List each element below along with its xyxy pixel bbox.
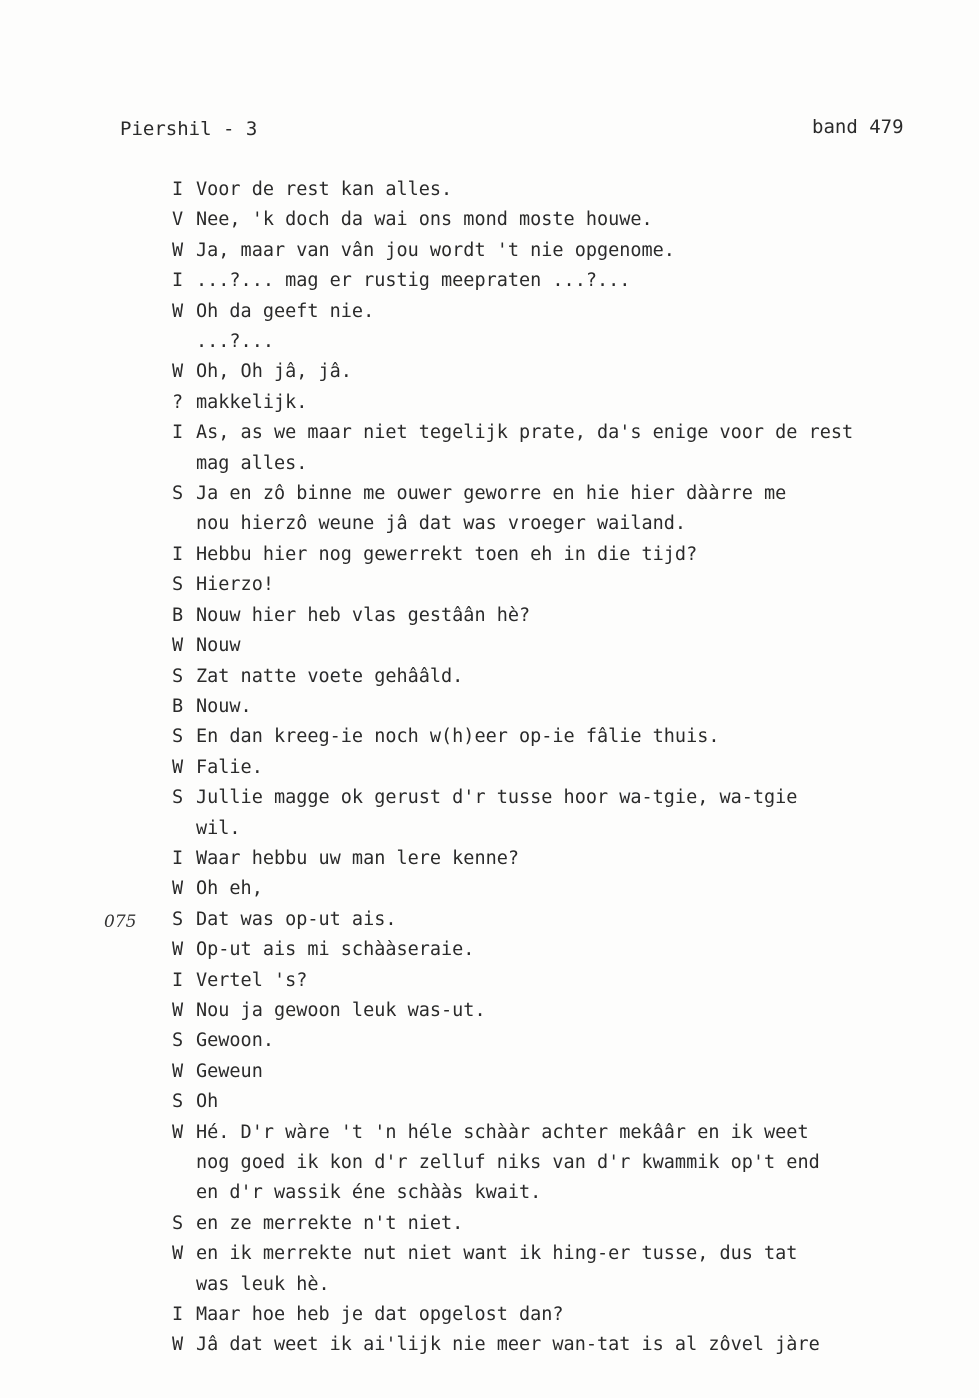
utterance xyxy=(196,996,486,1026)
utterance xyxy=(196,357,352,387)
dialogue-turn xyxy=(172,175,962,205)
utterance-line: Nouw xyxy=(196,635,241,657)
utterance-line: As, as we maar niet tegelijk prate, da's enige voor de rest xyxy=(196,422,854,444)
margin-counter-note: 075 xyxy=(104,912,137,932)
dialogue-turn xyxy=(172,327,962,357)
utterance xyxy=(196,1057,263,1087)
utterance-line: Gewoon. xyxy=(196,1030,274,1052)
utterance-line: En dan kreeg-ie noch w(h)eer op-ie fâlie thuis. xyxy=(196,726,720,748)
utterance xyxy=(196,418,853,479)
speaker-label: W xyxy=(172,1121,184,1143)
utterance xyxy=(196,662,463,692)
utterance-line: Dat was op-ut ais. xyxy=(196,908,397,930)
utterance-line: Hé. D'r wàre 't 'n héle schààr achter mekââr en ik weet xyxy=(196,1121,809,1143)
dialogue-turn xyxy=(172,1118,962,1209)
speaker-label: I xyxy=(172,969,184,991)
speaker-label: W xyxy=(172,878,184,900)
speaker-label: B xyxy=(172,695,184,717)
utterance xyxy=(196,1330,820,1360)
utterance xyxy=(196,1087,218,1117)
dialogue-turn xyxy=(172,1026,962,1056)
dialogue-turn xyxy=(172,1239,962,1300)
speaker-label: V xyxy=(172,209,184,231)
speaker-label: W xyxy=(172,300,184,322)
speaker-label: W xyxy=(172,939,184,961)
speaker-label: S xyxy=(172,1030,184,1052)
utterance xyxy=(196,479,786,540)
utterance xyxy=(196,935,474,965)
speaker-label: S xyxy=(172,908,184,930)
utterance xyxy=(196,1239,797,1300)
dialogue-turn xyxy=(172,722,962,752)
utterance-line: Oh xyxy=(196,1091,219,1113)
utterance xyxy=(196,297,374,327)
speaker-label: S xyxy=(172,726,184,748)
utterance-line: ...?... mag er rustig meepraten ...?... xyxy=(196,270,631,292)
utterance xyxy=(196,631,241,661)
dialogue-turn xyxy=(172,1209,962,1239)
speaker-label: I xyxy=(172,1304,184,1326)
utterance-line: Oh eh, xyxy=(196,878,263,900)
utterance xyxy=(196,175,452,205)
speaker-label: W xyxy=(172,1334,184,1356)
dialogue-turn xyxy=(172,1087,962,1117)
utterance-line: Vertel 's? xyxy=(196,969,308,991)
dialogue-turn xyxy=(172,266,962,296)
speaker-label: S xyxy=(172,574,184,596)
dialogue-turn xyxy=(172,236,962,266)
dialogue-turn xyxy=(172,662,962,692)
speaker-label: S xyxy=(172,1091,184,1113)
dialogue-turn xyxy=(172,570,962,600)
dialogue-turn xyxy=(172,753,962,783)
dialogue-turn xyxy=(172,297,962,327)
band-number: band 479 xyxy=(812,116,904,138)
transcript-body xyxy=(172,175,962,1361)
utterance xyxy=(196,1026,274,1056)
utterance xyxy=(196,205,653,235)
dialogue-turn xyxy=(172,783,962,844)
utterance-line: nog goed ik kon d'r zelluf niks van d'r kwammik op't end xyxy=(196,1152,820,1173)
utterance xyxy=(196,722,719,752)
speaker-label: W xyxy=(172,756,184,778)
utterance-line: Hierzo! xyxy=(196,574,274,596)
utterance-line: Voor de rest kan alles. xyxy=(196,179,453,200)
utterance-line: Geweun xyxy=(196,1060,263,1082)
dialogue-turn xyxy=(172,205,962,235)
utterance-line: Maar hoe heb je dat opgelost dan? xyxy=(196,1304,564,1326)
utterance-line: en d'r wassik éne schààs kwait. xyxy=(196,1182,542,1204)
dialogue-turn xyxy=(172,540,962,570)
dialogue-turn xyxy=(172,935,962,965)
utterance-line: Zat natte voete gehââld. xyxy=(196,665,464,687)
dialogue-turn xyxy=(172,874,962,904)
dialogue-turn xyxy=(172,479,962,540)
utterance xyxy=(196,753,263,783)
utterance xyxy=(196,844,519,874)
utterance xyxy=(196,266,630,296)
utterance-line: en ze merrekte n't niet. xyxy=(196,1212,464,1234)
speaker-label xyxy=(172,327,196,357)
speaker-label: ? xyxy=(172,391,184,413)
speaker-label: S xyxy=(172,1212,184,1234)
dialogue-turn xyxy=(172,357,962,387)
utterance xyxy=(196,874,263,904)
utterance-line: was leuk hè. xyxy=(196,1273,330,1295)
utterance-line: Ja en zô binne me ouwer geworre en hie hier dààrre me xyxy=(196,483,787,505)
utterance xyxy=(196,1300,564,1330)
utterance xyxy=(196,783,797,844)
speaker-label: S xyxy=(172,665,184,687)
dialogue-turn xyxy=(172,1300,962,1330)
utterance-line: Waar hebbu uw man lere kenne? xyxy=(196,847,520,869)
speaker-label: W xyxy=(172,361,184,383)
speaker-label: W xyxy=(172,1243,184,1265)
utterance-line: nou hierzô weune jâ dat was vroeger wailand. xyxy=(196,513,687,535)
utterance-line: Ja, maar van vân jou wordt 't nie opgenome. xyxy=(196,239,675,261)
speaker-label: B xyxy=(172,604,184,626)
speaker-label: S xyxy=(172,787,184,809)
speaker-label: W xyxy=(172,635,184,657)
utterance xyxy=(196,1209,463,1239)
utterance-line: ...?... xyxy=(196,331,274,353)
utterance xyxy=(196,601,530,631)
utterance-line: makkelijk. xyxy=(196,391,308,413)
utterance-line: Nouw hier heb vlas gestâân hè? xyxy=(196,604,531,626)
speaker-label: W xyxy=(172,1060,184,1082)
utterance-line: Oh da geeft nie. xyxy=(196,300,375,322)
utterance-line: wil. xyxy=(196,817,241,839)
utterance-line: en ik merrekte nut niet want ik hing-er tusse, dus tat xyxy=(196,1243,798,1265)
speaker-label: W xyxy=(172,999,184,1021)
utterance xyxy=(196,570,274,600)
dialogue-turn xyxy=(172,844,962,874)
utterance-line: Jâ dat weet ik ai'lijk nie meer wan-tat is al zôvel jàre xyxy=(196,1334,820,1356)
dialogue-turn xyxy=(172,1330,962,1360)
utterance-line: Nouw. xyxy=(196,695,252,717)
utterance-line: Falie. xyxy=(196,756,263,778)
dialogue-turn xyxy=(172,631,962,661)
utterance-line: Hebbu hier nog gewerrekt toen eh in die tijd? xyxy=(196,543,698,565)
speaker-label: I xyxy=(172,270,184,292)
dialogue-turn xyxy=(172,388,962,418)
speaker-label: W xyxy=(172,239,184,261)
utterance xyxy=(196,966,307,996)
dialogue-turn xyxy=(172,966,962,996)
dialogue-turn xyxy=(172,418,962,479)
speaker-label: I xyxy=(172,543,184,565)
utterance-line: Op-ut ais mi schààseraie. xyxy=(196,939,475,961)
dialogue-turn xyxy=(172,996,962,1026)
speaker-label: I xyxy=(172,179,184,200)
utterance xyxy=(196,1118,820,1209)
utterance-line: mag alles. xyxy=(196,452,308,474)
utterance-line: Nou ja gewoon leuk was-ut. xyxy=(196,999,486,1021)
utterance xyxy=(196,327,274,357)
speaker-label: I xyxy=(172,422,184,444)
utterance xyxy=(196,905,396,935)
utterance-line: Oh, Oh jâ, jâ. xyxy=(196,361,352,383)
utterance-line: Jullie magge ok gerust d'r tusse hoor wa-tgie, wa-tgie xyxy=(196,787,798,809)
utterance xyxy=(196,388,307,418)
speaker-label: I xyxy=(172,847,184,869)
dialogue-turn xyxy=(172,905,962,935)
dialogue-turn xyxy=(172,601,962,631)
dialogue-turn xyxy=(172,1057,962,1087)
utterance xyxy=(196,236,675,266)
utterance-line: Nee, 'k doch da wai ons mond moste houwe. xyxy=(196,209,653,231)
speaker-label: S xyxy=(172,483,184,505)
utterance xyxy=(196,540,697,570)
page-title: Piershil - 3 xyxy=(120,118,258,140)
utterance xyxy=(196,692,252,722)
dialogue-turn xyxy=(172,692,962,722)
